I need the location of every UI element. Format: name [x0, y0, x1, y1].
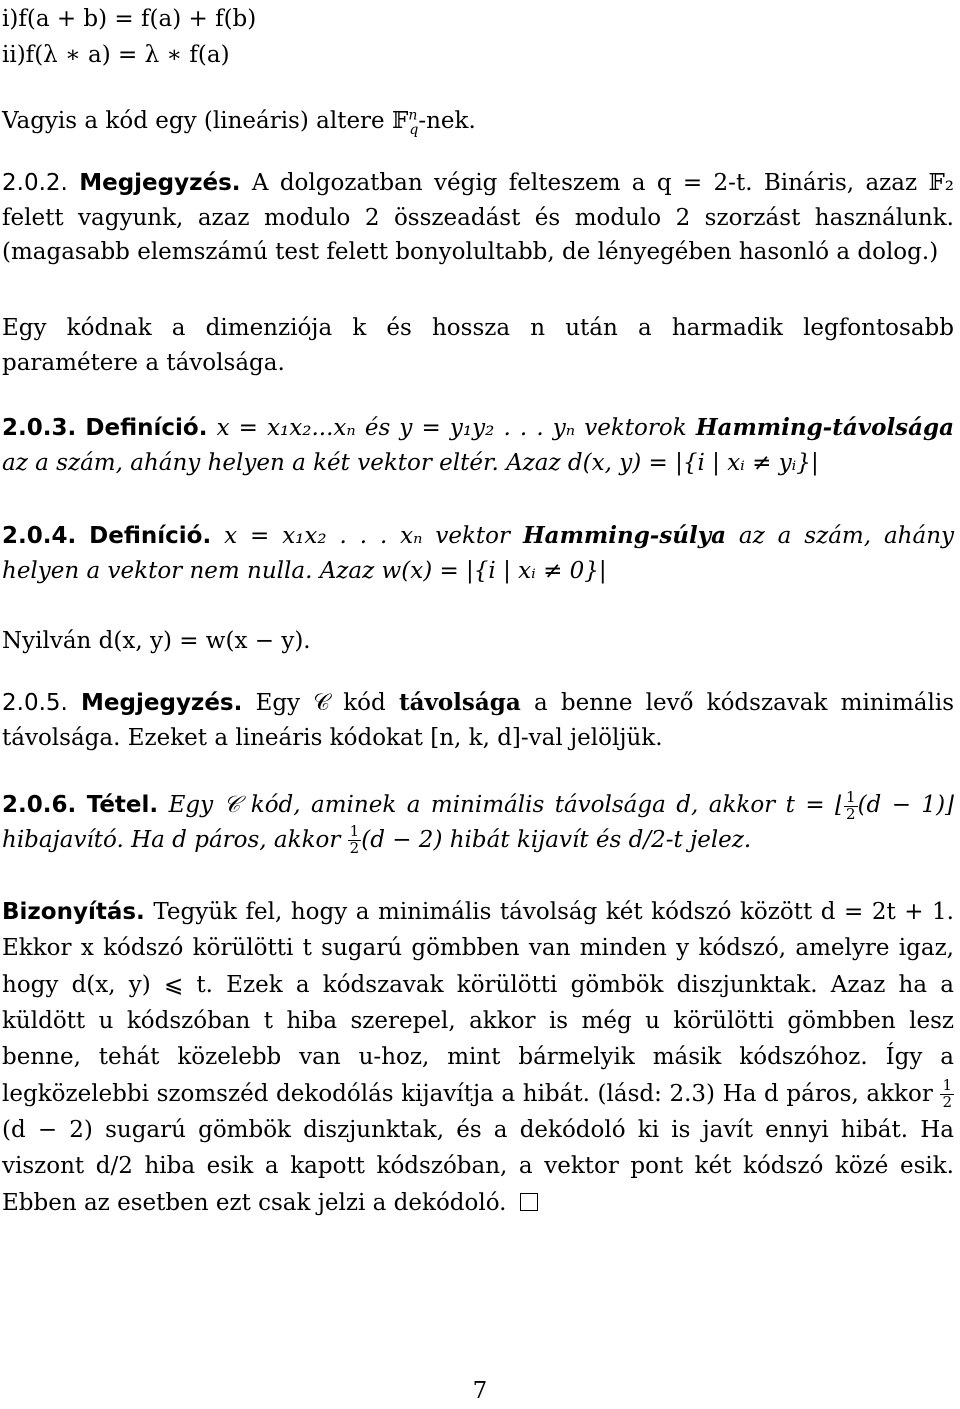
remark-2-0-2-label: Megjegyzés. [79, 170, 241, 196]
proof-one-half-fraction [940, 1078, 954, 1111]
code-distance-term: távolsága [398, 689, 521, 716]
fraction-numerator: 1 [846, 787, 856, 806]
one-half-fraction-2 [348, 824, 362, 857]
axiom-additivity: i)f(a + b) = f(a) + f(b) [2, 6, 257, 32]
fraction-denominator-2: 2 [349, 839, 360, 857]
hamming-weight-term: Hamming-súlya [522, 522, 727, 549]
theorem-2-0-6-label: Tétel. [86, 792, 159, 818]
subspace-sup: n [408, 107, 418, 124]
proof-fraction-denominator: 2 [942, 1093, 952, 1112]
theorem-2-0-6-part1: Egy 𝒞 kód, aminek a minimális távolsága d, akkor t = ⌊ [168, 792, 845, 818]
definition-2-0-4-text-after: az a szám, ahány helyen a vektor nem nulla. Azaz w(x) = |{i | xᵢ ≠ 0}| [2, 523, 955, 584]
proof-part2: (d − 2) sugarú gömbök diszjunktak, és a dekódoló ki is javít ennyi hibát. Ha viszont d/2 hiba esik a kapott kódszóban, a vektor pont két kódszó közé esik. Ebben az esetben ezt csak jelzi a dekódoló. [2, 1116, 954, 1216]
proof [2, 894, 954, 1221]
theorem-2-0-6-part2: (d − 1)⌋ hibajavító. Ha d páros, akkor [2, 792, 955, 853]
axiom-homogeneity: ii)f(λ ∗ a) = λ ∗ f(a) [2, 42, 230, 68]
definition-2-0-4-text-before: x = x₁x₂ . . . xₙ vektor [224, 523, 523, 549]
subspace-text-after-2: -nek. [418, 108, 476, 134]
definition-2-0-3-number: 2.0.3. [2, 415, 77, 441]
definition-2-0-3 [2, 411, 954, 480]
definition-2-0-4 [2, 519, 954, 588]
hamming-distance-term: Hamming-távolsága [695, 414, 955, 441]
fraction-numerator-2: 1 [349, 822, 360, 841]
proof-label: Bizonyítás. [2, 899, 145, 925]
proof-part1: Tegyük fel, hogy a minimális távolság két kódszó között d = 2t + 1. Ekkor x kódszó körülötti t sugarú gömbben van minden y kódszó, amelyre igaz, hogy d(x, y) ⩽ t. Ezek a kódszavak körülötti gömbök diszjunktak. Azaz ha a küldött u kódszóban t hiba szerepel, akkor is még u körülötti gömbben lesz benne, tehát közelebb van u-hoz, mint bármelyik másik kódszóhoz. Így a legközelebbi szomszéd dekodólás kijavítja a hibát. (lásd: 2.3) Ha d páros, akkor [2, 899, 954, 1107]
qed-square-icon [520, 1193, 538, 1211]
page-number: 7 [472, 1378, 488, 1404]
subspace-sub: q [409, 121, 419, 138]
fraction-denominator: 2 [846, 804, 856, 823]
remark-2-0-2-number: 2.0.2. [2, 170, 68, 196]
remark-2-0-5-number: 2.0.5. [2, 690, 68, 716]
distance-parameter-sentence: Egy kódnak a dimenziója k és hossza n után a harmadik legfontosabb paramétere a távolsága. [2, 315, 954, 376]
subspace-sentence [2, 104, 954, 141]
definition-2-0-3-text-after: az a szám, ahány helyen a két vektor eltér. Azaz d(x, y) = |{i | xᵢ ≠ yᵢ}| [2, 449, 819, 476]
theorem-2-0-6 [2, 788, 954, 857]
remark-2-0-5-text-after: a benne levő kódszavak minimális távolsága. Ezeket a lineáris kódokat [n, k, d]-val jelöljük. [2, 690, 955, 751]
proof-fraction-numerator: 1 [942, 1076, 952, 1095]
remark-2-0-5-text-before: Egy 𝒞 kód [255, 690, 399, 716]
theorem-2-0-6-number: 2.0.6. [2, 792, 77, 818]
theorem-2-0-6-part3: (d − 2) hibát kijavít és d/2-t jelez. [361, 826, 752, 853]
remark-2-0-2-text: A dolgozatban végig felteszem a q = 2-t. Bináris, azaz 𝔽₂ felett vagyunk, azaz modulo 2 összeadást és modulo 2 szorzást használunk.(magasabb elemszámú test felett bonyolultabb, de lényegében hasonló a dolog.) [2, 170, 955, 265]
subspace-text-before: Vagyis a kód egy (lineáris) altere 𝔽 [2, 108, 409, 134]
definition-2-0-3-label: Definíció. [85, 415, 208, 441]
definition-2-0-4-number: 2.0.4. [2, 523, 77, 549]
definition-2-0-3-text-before: x = x₁x₂...xₙ és y = y₁y₂ . . . yₙ vektorok [216, 415, 696, 441]
remark-2-0-2 [2, 166, 954, 270]
remark-2-0-5-label: Megjegyzés. [81, 690, 243, 716]
one-half-fraction [844, 787, 858, 823]
remark-2-0-5 [2, 686, 954, 755]
obvious-statement: Nyilván d(x, y) = w(x − y). [2, 628, 311, 654]
definition-2-0-4-label: Definíció. [89, 523, 212, 549]
